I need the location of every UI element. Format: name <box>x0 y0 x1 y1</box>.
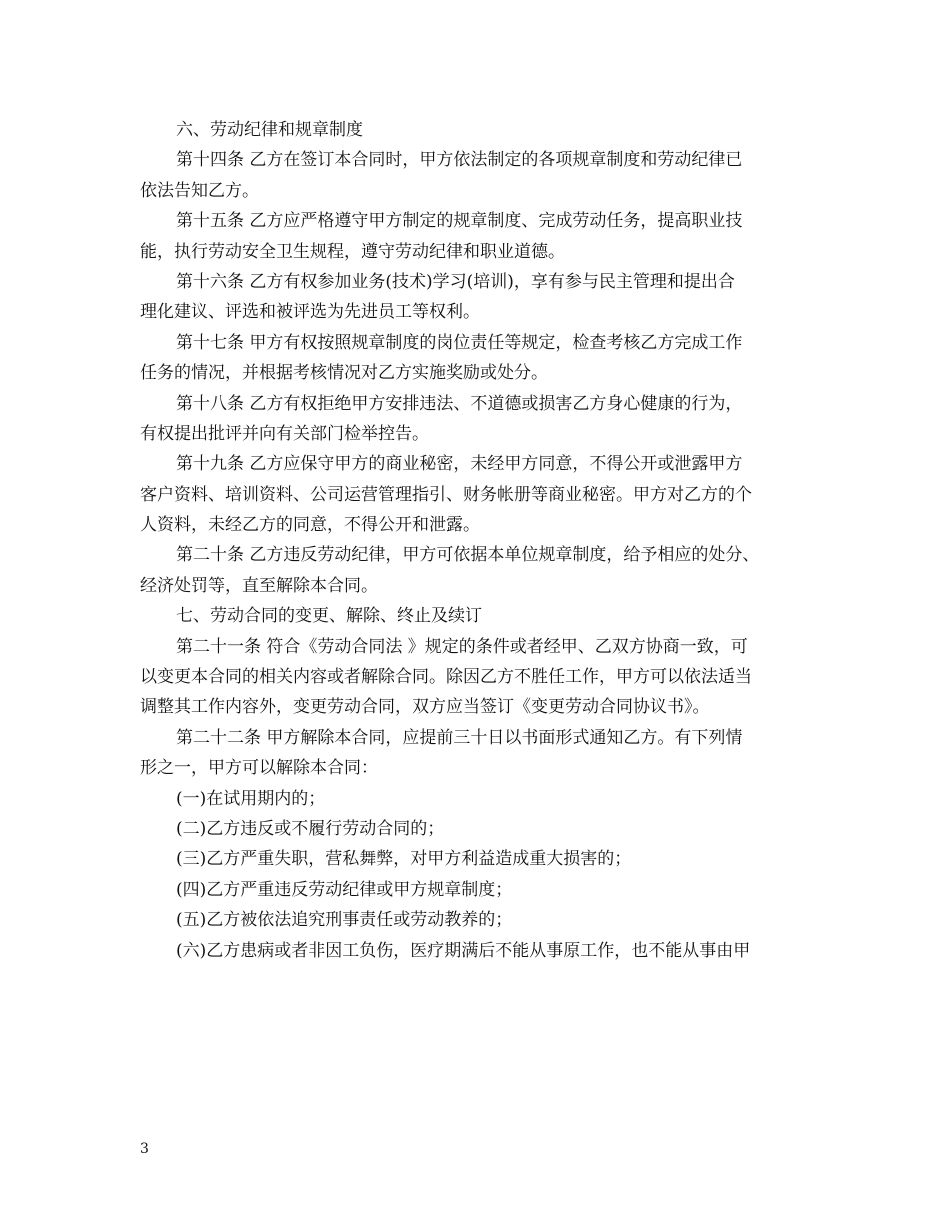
text-line: (四)乙方严重违反劳动纪律或甲方规章制度； <box>176 879 513 900</box>
text-line: 形之一，甲方可以解除本合同： <box>140 758 378 779</box>
text-line: 人资料，未经乙方的同意，不得公开和泄露。 <box>140 515 480 536</box>
text-line: 以变更本合同的相关内容或者解除合同。除因乙方不胜任工作，甲方可以依法适当 <box>140 667 752 688</box>
text-line: 客户资料、培训资料、公司运营管理指引、财务帐册等商业秘密。甲方对乙方的个 <box>140 484 752 505</box>
text-line: (五)乙方被依法追究刑事责任或劳动教养的； <box>176 910 513 931</box>
text-line: 能，执行劳动安全卫生规程，遵守劳动纪律和职业道德。 <box>140 241 565 262</box>
text-line: 第十五条 乙方应严格遵守甲方制定的规章制度、完成劳动任务，提高职业技 <box>176 211 743 232</box>
text-line: 第十八条 乙方有权拒绝甲方安排违法、不道德或损害乙方身心健康的行为， <box>176 393 743 414</box>
text-line: 第十七条 甲方有权按照规章制度的岗位责任等规定，检查考核乙方完成工作 <box>176 332 743 353</box>
text-line: 第二十一条 符合《劳动合同法 》规定的条件或者经甲、乙双方协商一致，可 <box>176 636 748 657</box>
text-line: 依法告知乙方。 <box>140 180 259 201</box>
document-body <box>140 115 830 966</box>
text-line: 理化建议、评选和被评选为先进员工等权利。 <box>140 302 480 323</box>
text-line: 第十四条 乙方在签订本合同时，甲方依法制定的各项规章制度和劳动纪律已 <box>176 150 743 171</box>
text-line: (二)乙方违反或不履行劳动合同的； <box>176 818 445 839</box>
text-line: 第二十条 乙方违反劳动纪律，甲方可依据本单位规章制度，给予相应的处分、 <box>176 545 760 566</box>
text-line: (一)在试用期内的； <box>176 788 326 809</box>
text-line: 有权提出批评并向有关部门检举控告。 <box>140 423 429 444</box>
text-line: 第十六条 乙方有权参加业务(技术)学习(培训)，享有参与民主管理和提出合 <box>176 271 735 292</box>
page-number: 3 <box>140 1141 149 1157</box>
text-line: 调整其工作内容外，变更劳动合同，双方应当签订《变更劳动合同协议书》。 <box>140 697 710 718</box>
text-line: 七、劳动合同的变更、解除、终止及续订 <box>176 606 482 627</box>
text-line: 任务的情况，并根据考核情况对乙方实施奖励或处分。 <box>140 363 548 384</box>
text-line: 第二十二条 甲方解除本合同，应提前三十日以书面形式通知乙方。有下列情 <box>176 727 743 748</box>
text-line: 经济处罚等，直至解除本合同。 <box>140 575 378 596</box>
text-line: (六)乙方患病或者非因工负伤，医疗期满后不能从事原工作，也不能从事由甲 <box>176 940 751 961</box>
text-line: (三)乙方严重失职，营私舞弊，对甲方利益造成重大损害的； <box>176 849 632 870</box>
text-line: 第十九条 乙方应保守甲方的商业秘密，未经甲方同意，不得公开或泄露甲方 <box>176 454 743 475</box>
text-line: 六、劳动纪律和规章制度 <box>176 120 363 140</box>
